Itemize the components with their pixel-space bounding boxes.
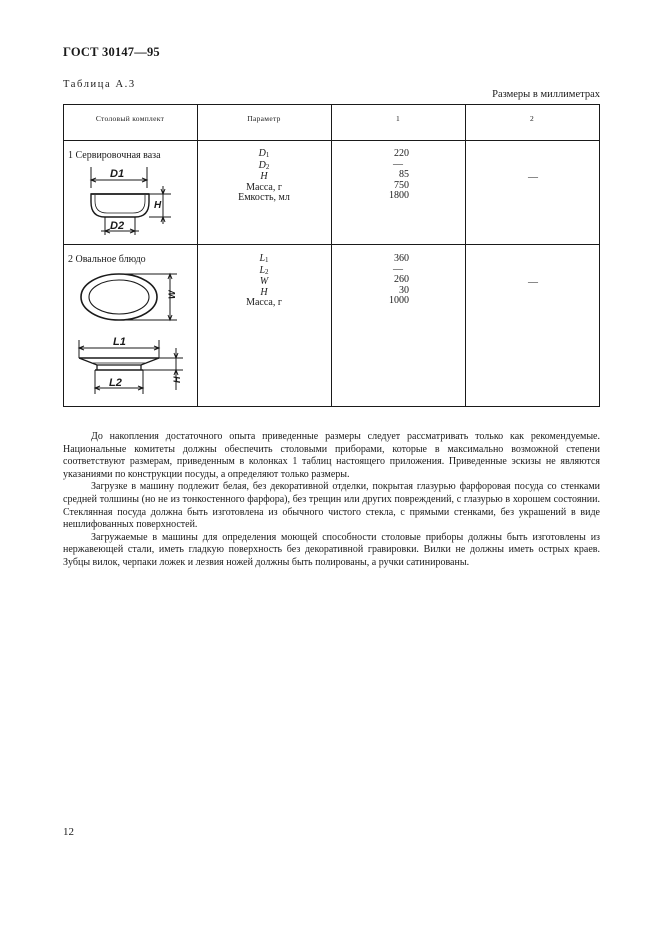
page-number: 12	[63, 826, 74, 838]
dimensions-table	[63, 104, 600, 407]
row-2-item: 2 Овальное блюдо	[68, 254, 146, 265]
column-header-parameter: Параметр	[247, 114, 281, 123]
units-note: Размеры в миллиметрах	[492, 89, 600, 100]
row-2-parameters: $L_1$ $L_2$ W H Масса, г	[246, 253, 282, 308]
d1-label: D1	[110, 168, 125, 180]
w-label: W	[167, 290, 177, 299]
row-1-parameters: $D_1$ $D_2$ H Масса, г Емкость, мл	[238, 148, 290, 203]
body-text	[63, 431, 600, 570]
document-header: ГОСТ 30147—95	[63, 45, 160, 59]
row-1-values: 220 — 85 750 1800	[389, 148, 409, 201]
h-label-dish: H	[172, 376, 182, 383]
row-1-col2: —	[528, 172, 538, 183]
dish-side-sketch	[73, 328, 183, 398]
bowl-sketch	[77, 164, 177, 236]
table-label: Таблица А.3	[63, 79, 136, 90]
row-2-values: 360 — 260 30 1000	[389, 253, 409, 306]
paragraph-2: Загрузке в машину подлежит белая, без декоративной отделки, покрытая глазурью фарфоровая посуда со стенками средней толшины (но не из тонкостенного фарфора), без трещин или других повреждений, с глазурью в хорошем состоянии. Стеклянная посуда должна быть изготовлена из обычного чистого стекла, с прямыми стенками, без украшений в виде нешлифованных поверхностей.	[63, 481, 600, 531]
row-1-item: 1 Сервировочная ваза	[68, 150, 161, 161]
paragraph-3: Загружаемые в машины для определения моющей способности столовые приборы должны быть изготовлены из нержавеющей стали, иметь гладкую поверхность без декоративной гравировки. Вилки не должны иметь острых краев. Зубцы вилок, черпаки ложек и лезвия ножей должны быть полированы, а ручки сатинированы.	[63, 531, 600, 568]
row-2-col2: —	[528, 277, 538, 288]
h-label: H	[154, 200, 162, 211]
dish-top-sketch	[73, 268, 183, 326]
column-header-set: Столовый комплект	[95, 114, 165, 123]
l2-label: L2	[109, 377, 122, 389]
column-header-2: 2	[529, 114, 535, 123]
d2-label: D2	[110, 220, 125, 232]
paragraph-1: До накопления достаточного опыта приведенные размеры следует рассматривать только как рекомендуемые. Национальные комитеты должны обеспечить столовыми приборами, которые в максимально возможной степени соответствуют размерам, приведенным в колонках 1 таблиц настоящего приложения. Приведенные эскизы не являются указаниями по конструкции посуды, а определяют только размеры.	[63, 431, 600, 480]
column-header-1: 1	[395, 114, 401, 123]
l1-label: L1	[113, 336, 126, 348]
